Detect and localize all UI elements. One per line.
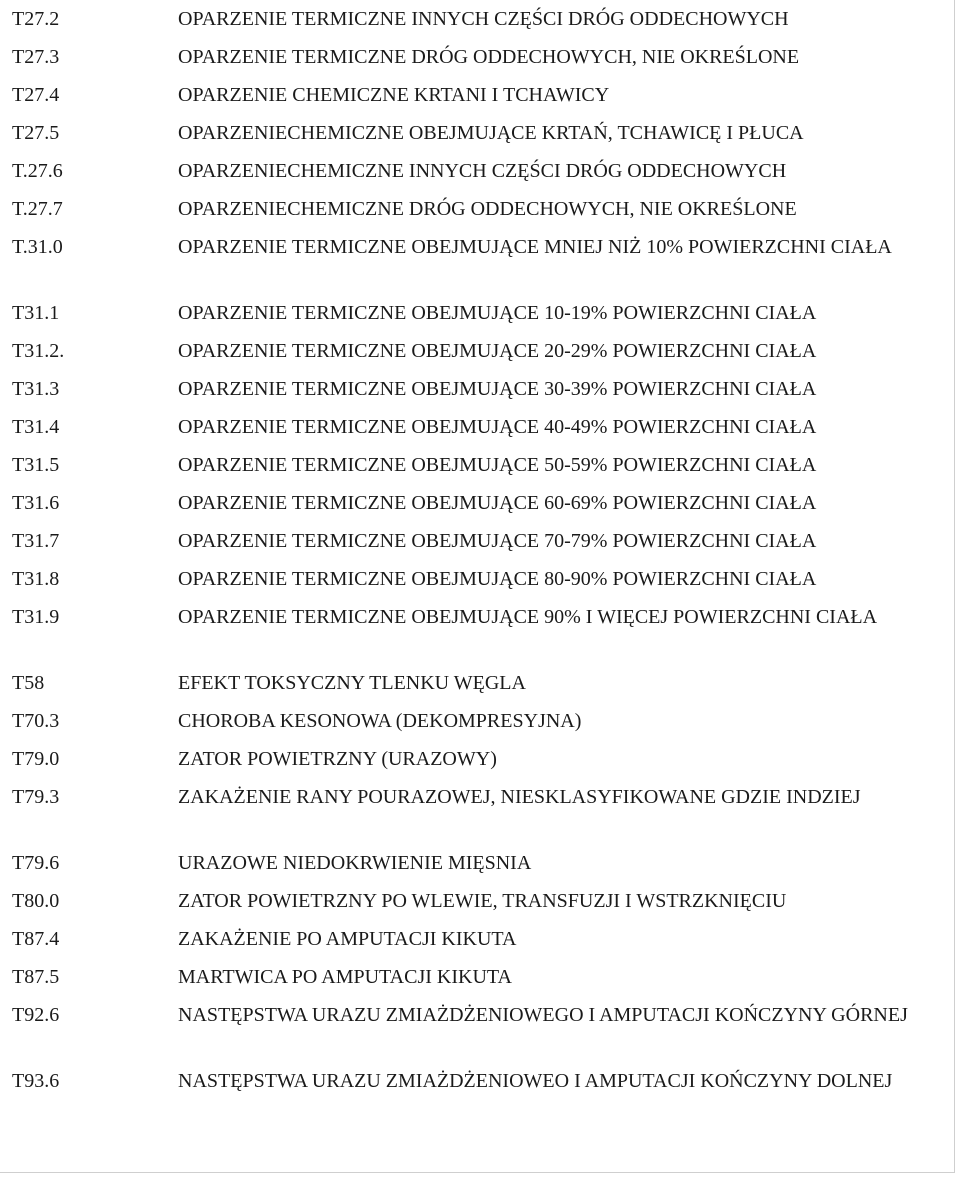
diagnosis-description: URAZOWE NIEDOKRWIENIE MIĘSNIA (178, 852, 532, 874)
table-row (0, 664, 955, 702)
diagnosis-code: T31.5 (12, 454, 60, 476)
diagnosis-description: OPARZENIE TERMICZNE INNYCH CZĘŚCI DRÓG ODDECHOWYCH (178, 8, 789, 30)
diagnosis-description: ZAKAŻENIE RANY POURAZOWEJ, NIESKLASYFIKOWANE GDZIE INDZIEJ (178, 786, 861, 808)
table-row (0, 0, 955, 38)
diagnosis-description: OPARZENIE TERMICZNE OBEJMUJĄCE 90% I WIĘCEJ POWIERZCHNI CIAŁA (178, 606, 878, 628)
diagnosis-code: T31.9 (12, 606, 60, 628)
table-row (0, 702, 955, 740)
diagnosis-code: T93.6 (12, 1070, 60, 1092)
table-row (0, 152, 955, 190)
diagnosis-code: T79.6 (12, 852, 60, 874)
diagnosis-description: ZATOR POWIETRZNY PO WLEWIE, TRANSFUZJI I WSTRZKNIĘCIU (178, 890, 787, 912)
diagnosis-description: ZAKAŻENIE PO AMPUTACJI KIKUTA (178, 928, 517, 950)
diagnosis-description: OPARZENIECHEMICZNE INNYCH CZĘŚCI DRÓG ODDECHOWYCH (178, 160, 787, 182)
table-row (0, 522, 955, 560)
table-row (0, 370, 955, 408)
table-row (0, 38, 955, 76)
diagnosis-code: T31.7 (12, 530, 60, 552)
table-row (0, 228, 955, 294)
diagnosis-description: OPARZENIE TERMICZNE OBEJMUJĄCE 20-29% POWIERZCHNI CIAŁA (178, 340, 817, 362)
table-row (0, 332, 955, 370)
table-row (0, 1062, 955, 1128)
diagnosis-description: OPARZENIE TERMICZNE DRÓG ODDECHOWYCH, NIE OKREŚLONE (178, 46, 800, 68)
diagnosis-code: T70.3 (12, 710, 60, 732)
diagnosis-description: OPARZENIE CHEMICZNE KRTANI I TCHAWICY (178, 84, 610, 106)
diagnosis-code: T79.3 (12, 786, 60, 808)
diagnosis-code: T.27.6 (12, 160, 63, 182)
diagnosis-description: CHOROBA KESONOWA (DEKOMPRESYJNA) (178, 710, 582, 732)
diagnosis-code: T58 (12, 672, 45, 694)
diagnosis-code: T87.5 (12, 966, 60, 988)
diagnosis-description: MARTWICA PO AMPUTACJI KIKUTA (178, 966, 512, 988)
diagnosis-description: OPARZENIECHEMICZNE DRÓG ODDECHOWYCH, NIE OKREŚLONE (178, 198, 797, 220)
diagnosis-code: T31.6 (12, 492, 60, 514)
table-row (0, 778, 955, 844)
diagnosis-code: T92.6 (12, 1004, 60, 1026)
diagnosis-code: T27.5 (12, 122, 60, 144)
table-row (0, 844, 955, 882)
diagnosis-description: OPARZENIE TERMICZNE OBEJMUJĄCE 50-59% POWIERZCHNI CIAŁA (178, 454, 817, 476)
diagnosis-description: OPARZENIE TERMICZNE OBEJMUJĄCE 10-19% POWIERZCHNI CIAŁA (178, 302, 817, 324)
diagnosis-code: T.31.0 (12, 236, 63, 258)
diagnosis-description: OPARZENIE TERMICZNE OBEJMUJĄCE 30-39% POWIERZCHNI CIAŁA (178, 378, 817, 400)
diagnosis-code: T.27.7 (12, 198, 63, 220)
diagnosis-code: T31.1 (12, 302, 60, 324)
table-row (0, 882, 955, 920)
diagnosis-description: EFEKT TOKSYCZNY TLENKU WĘGLA (178, 672, 526, 694)
diagnosis-code: T79.0 (12, 748, 60, 770)
diagnosis-code: T27.4 (12, 84, 60, 106)
diagnosis-code: T27.3 (12, 46, 60, 68)
diagnosis-code: T31.3 (12, 378, 60, 400)
table-row (0, 958, 955, 996)
table-row (0, 996, 955, 1062)
table-row (0, 446, 955, 484)
table-row (0, 294, 955, 332)
diagnosis-code: T31.4 (12, 416, 60, 438)
table-row (0, 598, 955, 664)
table-row (0, 484, 955, 522)
table-row (0, 76, 955, 114)
diagnosis-description: OPARZENIE TERMICZNE OBEJMUJĄCE 70-79% POWIERZCHNI CIAŁA (178, 530, 817, 552)
diagnosis-description: OPARZENIECHEMICZNE OBEJMUJĄCE KRTAŃ, TCHAWICĘ I PŁUCA (178, 122, 804, 144)
diagnosis-description: OPARZENIE TERMICZNE OBEJMUJĄCE 80-90% POWIERZCHNI CIAŁA (178, 568, 817, 590)
diagnosis-code: T31.2. (12, 340, 65, 362)
diagnosis-description: ZATOR POWIETRZNY (URAZOWY) (178, 748, 497, 770)
table-row (0, 740, 955, 778)
diagnosis-description: NASTĘPSTWA URAZU ZMIAŻDŻENIOWEGO I AMPUTACJI KOŃCZYNY GÓRNEJ (178, 1004, 908, 1026)
diagnosis-code: T31.8 (12, 568, 60, 590)
diagnosis-code: T87.4 (12, 928, 60, 950)
diagnosis-description: OPARZENIE TERMICZNE OBEJMUJĄCE 40-49% POWIERZCHNI CIAŁA (178, 416, 817, 438)
table-row (0, 408, 955, 446)
diagnosis-description: NASTĘPSTWA URAZU ZMIAŻDŻENIOWEO I AMPUTACJI KOŃCZYNY DOLNEJ (178, 1070, 893, 1092)
diagnosis-code: T27.2 (12, 8, 60, 30)
table-row (0, 114, 955, 152)
diagnosis-code: T80.0 (12, 890, 60, 912)
diagnosis-description: OPARZENIE TERMICZNE OBEJMUJĄCE 60-69% POWIERZCHNI CIAŁA (178, 492, 817, 514)
table-row (0, 560, 955, 598)
table-row (0, 920, 955, 958)
table-row (0, 190, 955, 228)
diagnosis-description: OPARZENIE TERMICZNE OBEJMUJĄCE MNIEJ NIŻ 10% POWIERZCHNI CIAŁA (178, 236, 892, 258)
